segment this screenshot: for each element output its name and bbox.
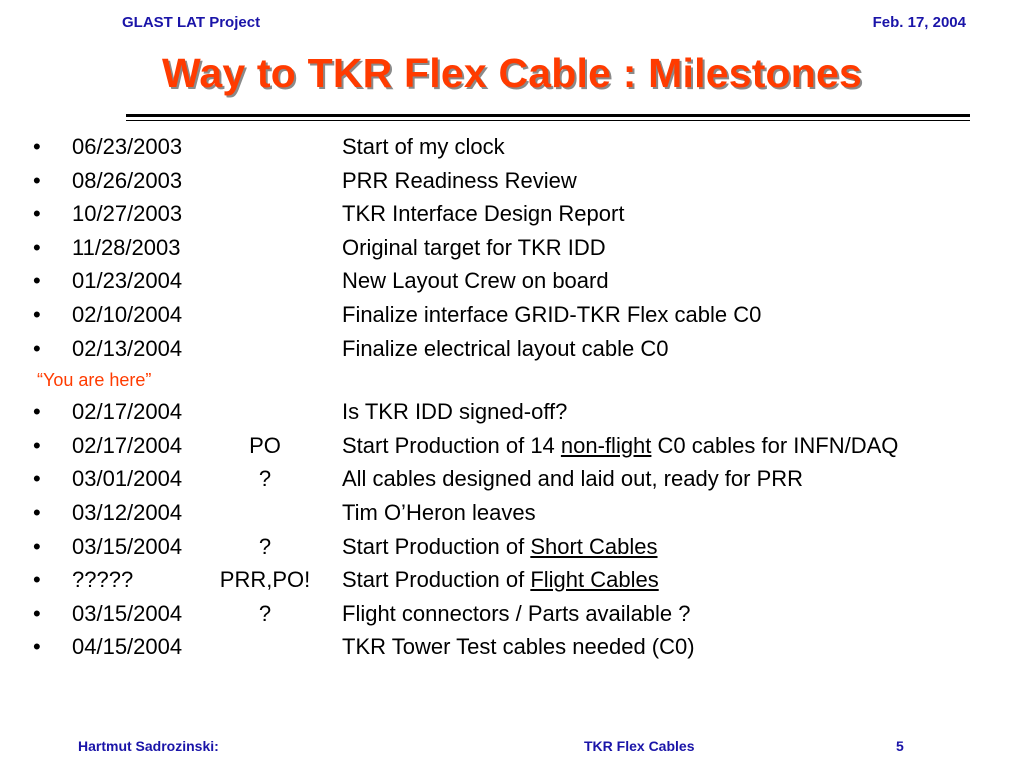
milestone-desc: Start of my clock — [342, 134, 505, 159]
milestone-row — [0, 630, 1024, 664]
milestone-date: 02/17/2004 — [72, 432, 183, 458]
milestone-desc: TKR Interface Design Report — [342, 201, 625, 227]
milestone-row — [0, 395, 1024, 429]
milestone-date: 03/15/2004 — [72, 600, 183, 626]
milestone-desc — [342, 429, 898, 463]
milestone-row — [0, 264, 1024, 298]
milestone-row — [0, 462, 1024, 496]
desc-text: Start Production of 14 — [342, 432, 561, 458]
milestone-desc — [342, 496, 536, 530]
desc-text: C0 cables for INFN/DAQ — [651, 432, 899, 458]
desc-link: non-flight — [560, 432, 652, 458]
milestone-tag: PRR,PO! — [219, 567, 311, 593]
milestone-date: 03/15/2004 — [72, 533, 183, 559]
desc-link: Short Cables — [530, 533, 658, 559]
milestone-row — [0, 231, 1024, 265]
milestone-date: ????? — [72, 567, 134, 593]
milestone-date: 02/17/2004 — [72, 399, 183, 425]
milestone-date: 04/15/2004 — [72, 634, 183, 660]
milestone-row — [0, 332, 1024, 366]
milestone-desc — [342, 395, 567, 429]
footer-author: Hartmut Sadrozinski: — [78, 738, 219, 754]
milestone-row — [0, 496, 1024, 530]
milestone-date: 01/23/2004 — [72, 268, 183, 294]
milestone-row — [0, 597, 1024, 631]
milestone-row — [0, 429, 1024, 463]
milestone-desc — [342, 630, 695, 664]
bullet: • — [33, 335, 41, 361]
milestone-date: 03/12/2004 — [72, 499, 183, 525]
footer-topic: TKR Flex Cables — [584, 738, 695, 754]
footer-page-number: 5 — [896, 738, 904, 754]
milestone-list — [0, 130, 1024, 664]
title-rule-thin — [126, 120, 970, 121]
milestone-desc: Finalize interface GRID-TKR Flex cable C0 — [342, 301, 762, 327]
bullet: • — [33, 301, 41, 327]
bullet: • — [33, 399, 41, 425]
milestone-row — [0, 197, 1024, 231]
milestone-row — [0, 130, 1024, 164]
milestone-date: 08/26/2003 — [72, 167, 183, 193]
milestone-desc: New Layout Crew on board — [342, 268, 609, 294]
milestone-tag: PO — [249, 432, 281, 458]
milestone-tag: ? — [258, 466, 272, 492]
milestone-date: 03/01/2004 — [72, 466, 183, 492]
bullet: • — [33, 201, 41, 227]
bullet: • — [33, 499, 41, 525]
bullet: • — [33, 466, 41, 492]
desc-text: TKR Tower Test cables needed (C0) — [342, 634, 695, 660]
milestone-tag: ? — [258, 600, 272, 626]
desc-link: Flight Cables — [530, 567, 659, 593]
milestone-date: 10/27/2003 — [72, 201, 183, 227]
milestone-row — [0, 563, 1024, 597]
bullet: • — [33, 268, 41, 294]
bullet: • — [33, 167, 41, 193]
milestone-tag: ? — [258, 533, 272, 559]
desc-text: Start Production of — [342, 533, 531, 559]
header-date: Feb. 17, 2004 — [872, 14, 966, 31]
milestone-desc — [342, 462, 803, 496]
desc-text: Tim O’Heron leaves — [342, 499, 536, 525]
desc-text: Flight connectors / Parts available ? — [342, 600, 691, 626]
milestone-date: 06/23/2003 — [72, 134, 183, 159]
milestone-date: 02/13/2004 — [72, 335, 183, 361]
bullet: • — [33, 432, 41, 458]
bullet: • — [33, 533, 41, 559]
slide-title: Way to TKR Flex Cable : Milestones — [161, 50, 863, 96]
bullet: • — [33, 634, 41, 660]
milestone-desc: Original target for TKR IDD — [342, 234, 606, 260]
milestone-desc: Finalize electrical layout cable C0 — [342, 335, 669, 361]
bullet: • — [33, 600, 41, 626]
desc-text: All cables designed and laid out, ready for PRR — [342, 466, 804, 492]
title-rule-thick — [126, 114, 970, 117]
milestone-desc — [342, 530, 658, 564]
milestone-desc — [342, 597, 691, 631]
milestone-date: 02/10/2004 — [72, 301, 183, 327]
header-project: GLAST LAT Project — [122, 14, 261, 31]
bullet: • — [33, 567, 41, 593]
milestone-date: 11/28/2003 — [72, 234, 181, 260]
milestone-desc — [342, 563, 659, 597]
milestone-row — [0, 298, 1024, 332]
bullet: • — [33, 134, 41, 159]
milestone-desc: PRR Readiness Review — [342, 167, 577, 193]
desc-text: Is TKR IDD signed-off? — [342, 399, 568, 425]
bullet: • — [33, 234, 41, 260]
milestone-row — [0, 164, 1024, 198]
milestone-row — [0, 530, 1024, 564]
desc-text: Start Production of — [342, 567, 531, 593]
you-are-here-marker: “You are here” — [37, 370, 152, 391]
